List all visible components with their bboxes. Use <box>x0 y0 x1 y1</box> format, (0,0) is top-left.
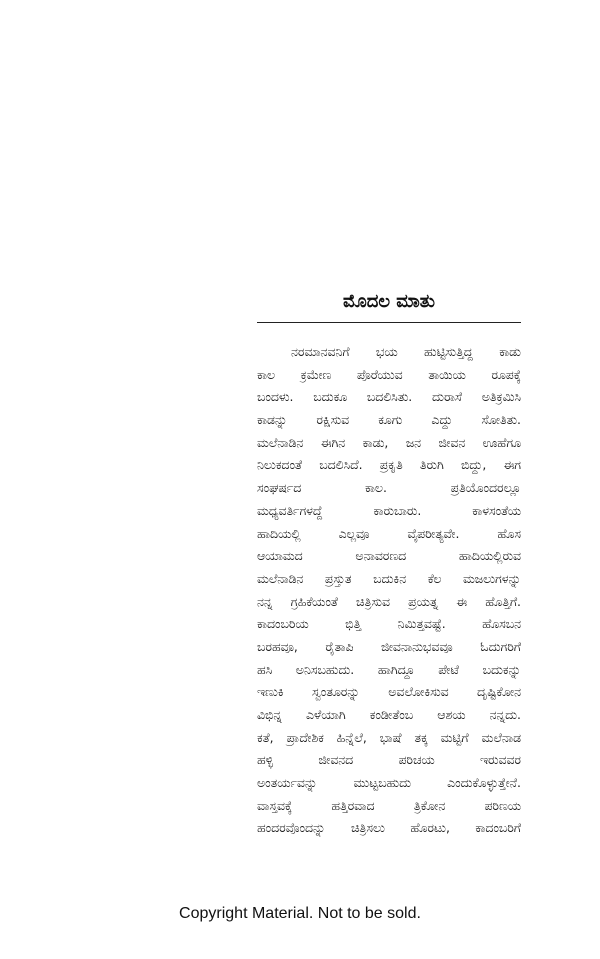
title-underline-rule <box>257 322 521 323</box>
text-line: ವಾಸ್ತವಕ್ಕೆ ಹತ್ತಿರವಾದ ತ್ರಿಕೋನ ಪರಿಣಯ <box>257 797 521 813</box>
body-paragraph <box>257 341 521 840</box>
text-line: ಸಂಘರ್ಷದ ಕಾಲ. ಪ್ರತಿಯೊಂದರಲ್ಲೂ <box>257 480 521 496</box>
text-line: ಕಾದಂಬರಿಯ ಭಿತ್ತಿ ನಿಮಿತ್ತವಷ್ಟೆ. ಹೊಸಬನ <box>257 616 521 632</box>
text-line: ಮಲೆನಾಡಿನ ಈಗಿನ ಕಾಡು, ಜನ ಜೀವನ ಊಹೆಗೂ <box>257 434 521 450</box>
text-line: ಅಂತರ್ಯವನ್ನು ಮುಟ್ಟಬಹುದು ಎಂದುಕೊಳ್ಳುತ್ತೇನೆ. <box>257 775 521 791</box>
text-line: ಕಾಡನ್ನು ರಕ್ಷಿಸುವ ಕೂಗು ಎದ್ದು ಸೋತಿತು. <box>257 412 521 428</box>
text-line: ಹಳ್ಳಿ ಜೀವನದ ಪರಿಚಯ ಇರುವವರ <box>257 752 521 768</box>
chapter-title: ಮೊದಲ ಮಾತು <box>342 291 436 312</box>
text-line: ಬರಹವೂ, ರೈತಾಪಿ ಜೀವನಾನುಭವವೂ ಓದುಗರಿಗೆ <box>257 638 521 654</box>
text-line: ನಿಲುಕದಂತೆ ಬದಲಿಸಿದೆ. ಪ್ರಕೃತಿ ತಿರುಗಿ ಬಿದ್ದು, ಈಗ <box>257 457 521 473</box>
text-line: ಕತೆ, ಪ್ರಾದೇಶಿಕ ಹಿನ್ನೆಲೆ, ಭಾಷೆ ತಕ್ಕ ಮಟ್ಟಿಗೆ ಮಲೆನಾಡ <box>257 729 521 745</box>
text-line: ಹಾದಿಯಲ್ಲಿ ಎಲ್ಲವೂ ವೈಪರೀತ್ಯವೇ. ಹೊಸ <box>257 525 521 541</box>
text-line: ಇಣುಕಿ ಸ್ವಂತೂರನ್ನು ಅವಲೋಕಿಸುವ ದೃಷ್ಟಿಕೋನ <box>257 684 521 700</box>
text-line: ನರಮಾನವನಿಗೆ ಭಯ ಹುಟ್ಟಿಸುತ್ತಿದ್ದ ಕಾಡು <box>291 344 521 359</box>
copyright-footer: Copyright Material. Not to be sold. <box>179 905 421 922</box>
text-line: ಬಂದಳು. ಬದುಕೂ ಬದಲಿಸಿತು. ದುರಾಸೆ ಅತಿಕ್ರಮಿಸಿ <box>257 389 521 405</box>
text-line: ಆಯಾಮದ ಅನಾವರಣದ ಹಾದಿಯಲ್ಲಿರುವ <box>257 548 521 564</box>
text-line: ವಿಭಿನ್ನ ಎಳೆಯಾಗಿ ಕಂಡೀತೆಂಬ ಆಶಯ ನನ್ನದು. <box>257 707 521 722</box>
text-line: ಕಾಲ ಕ್ರಮೇಣ ಪೊರೆಯುವ ತಾಯಿಯ ರೂಪಕ್ಕೆ <box>257 366 521 382</box>
text-line: ನನ್ನ ಗ್ರಹಿಕೆಯಂತೆ ಚಿತ್ರಿಸುವ ಪ್ರಯತ್ನ ಈ ಹೊತ್ತಿಗೆ. <box>257 593 521 609</box>
text-line: ಹಂದರವೊಂದನ್ನು ಚಿತ್ರಿಸಲು ಹೊರಟು, ಕಾದಂಬರಿಗೆ <box>257 820 521 836</box>
text-line: ಹಸಿ ಅನಿಸಬಹುದು. ಹಾಗಿದ್ದೂ ಪೇಟೆ ಬದುಕನ್ನು <box>257 661 521 677</box>
text-line: ಮಧ್ಯವರ್ತಿಗಳದ್ದೆ ಕಾರುಬಾರು. ಕಾಳಸಂತೆಯ <box>257 502 521 518</box>
text-line: ಮಲೆನಾಡಿನ ಪ್ರಸ್ತುತ ಬದುಕಿನ ಕೆಲ ಮಜಲುಗಳನ್ನು <box>257 570 521 586</box>
